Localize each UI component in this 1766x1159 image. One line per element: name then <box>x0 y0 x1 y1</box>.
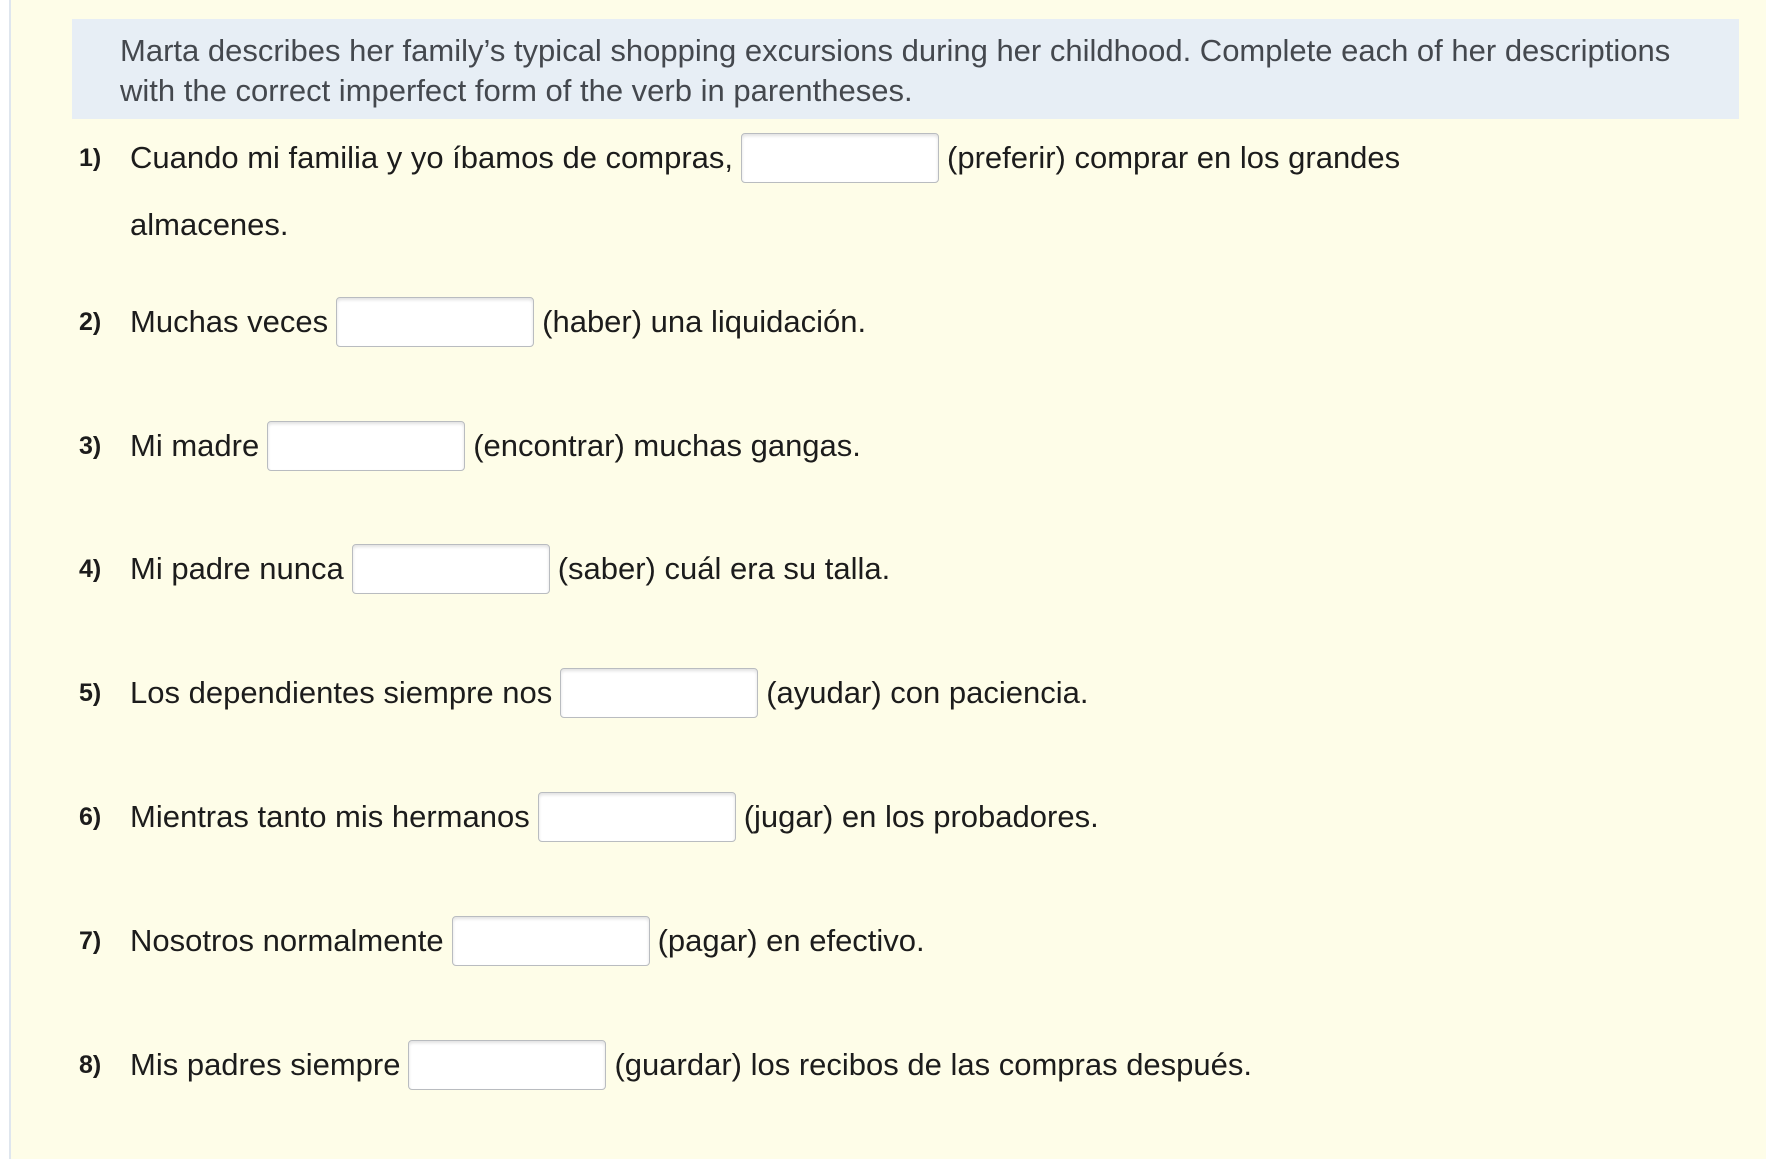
question-text-after: (preferir) comprar en los grandes <box>947 140 1401 175</box>
question-1 <box>11 130 1766 242</box>
question-4 <box>11 541 1766 597</box>
answer-input-3[interactable] <box>267 421 465 471</box>
question-line <box>130 665 1088 721</box>
exercise-panel <box>9 0 1766 1159</box>
question-number: 4) <box>79 555 102 583</box>
question-line <box>130 130 1400 186</box>
question-number: 3) <box>79 432 102 460</box>
question-text-before: Cuando mi familia y yo íbamos de compras, <box>130 140 734 175</box>
question-text-after: (jugar) en los probadores. <box>743 799 1099 834</box>
question-text-before: Los dependientes siempre nos <box>130 675 553 710</box>
question-line <box>130 294 866 350</box>
question-text-before: Mientras tanto mis hermanos <box>130 799 530 834</box>
question-text-after: (haber) una liquidación. <box>542 304 867 339</box>
question-text-before: Mis padres siempre <box>130 1047 401 1082</box>
question-text-before: Nosotros normalmente <box>130 923 444 958</box>
question-line <box>130 789 1099 845</box>
answer-input-1[interactable] <box>741 133 939 183</box>
question-text-before: Muchas veces <box>130 304 329 339</box>
answer-input-5[interactable] <box>560 668 758 718</box>
question-number: 8) <box>79 1051 102 1079</box>
question-5 <box>11 665 1766 721</box>
question-line <box>130 1037 1252 1093</box>
question-number: 7) <box>79 927 102 955</box>
question-text-before: Mi padre nunca <box>130 551 344 586</box>
question-text-after: (ayudar) con paciencia. <box>766 675 1089 710</box>
instructions-box <box>72 19 1739 119</box>
question-2 <box>11 294 1766 350</box>
question-line <box>130 541 890 597</box>
question-number: 1) <box>79 144 102 172</box>
question-6 <box>11 789 1766 845</box>
question-number: 2) <box>79 308 102 336</box>
question-text-before: Mi madre <box>130 428 260 463</box>
question-text-after: (saber) cuál era su talla. <box>557 551 891 586</box>
question-8 <box>11 1037 1766 1093</box>
answer-input-2[interactable] <box>336 297 534 347</box>
question-7 <box>11 913 1766 969</box>
question-text-continuation: almacenes. <box>130 207 289 242</box>
answer-input-6[interactable] <box>538 792 736 842</box>
answer-input-7[interactable] <box>452 916 650 966</box>
question-line <box>130 913 925 969</box>
question-3 <box>11 418 1766 474</box>
question-text-after: (guardar) los recibos de las compras después. <box>614 1047 1253 1082</box>
question-line <box>130 418 861 474</box>
question-number: 6) <box>79 803 102 831</box>
question-text-after: (pagar) en efectivo. <box>657 923 925 958</box>
instructions-text: Marta describes her family’s typical shopping excursions during her childhood. Complete each of her descriptions with the correct imperfect form of the verb in parentheses. <box>120 33 1671 108</box>
answer-input-8[interactable] <box>408 1040 606 1090</box>
question-number: 5) <box>79 679 102 707</box>
question-text-after: (encontrar) muchas gangas. <box>473 428 861 463</box>
answer-input-4[interactable] <box>352 544 550 594</box>
